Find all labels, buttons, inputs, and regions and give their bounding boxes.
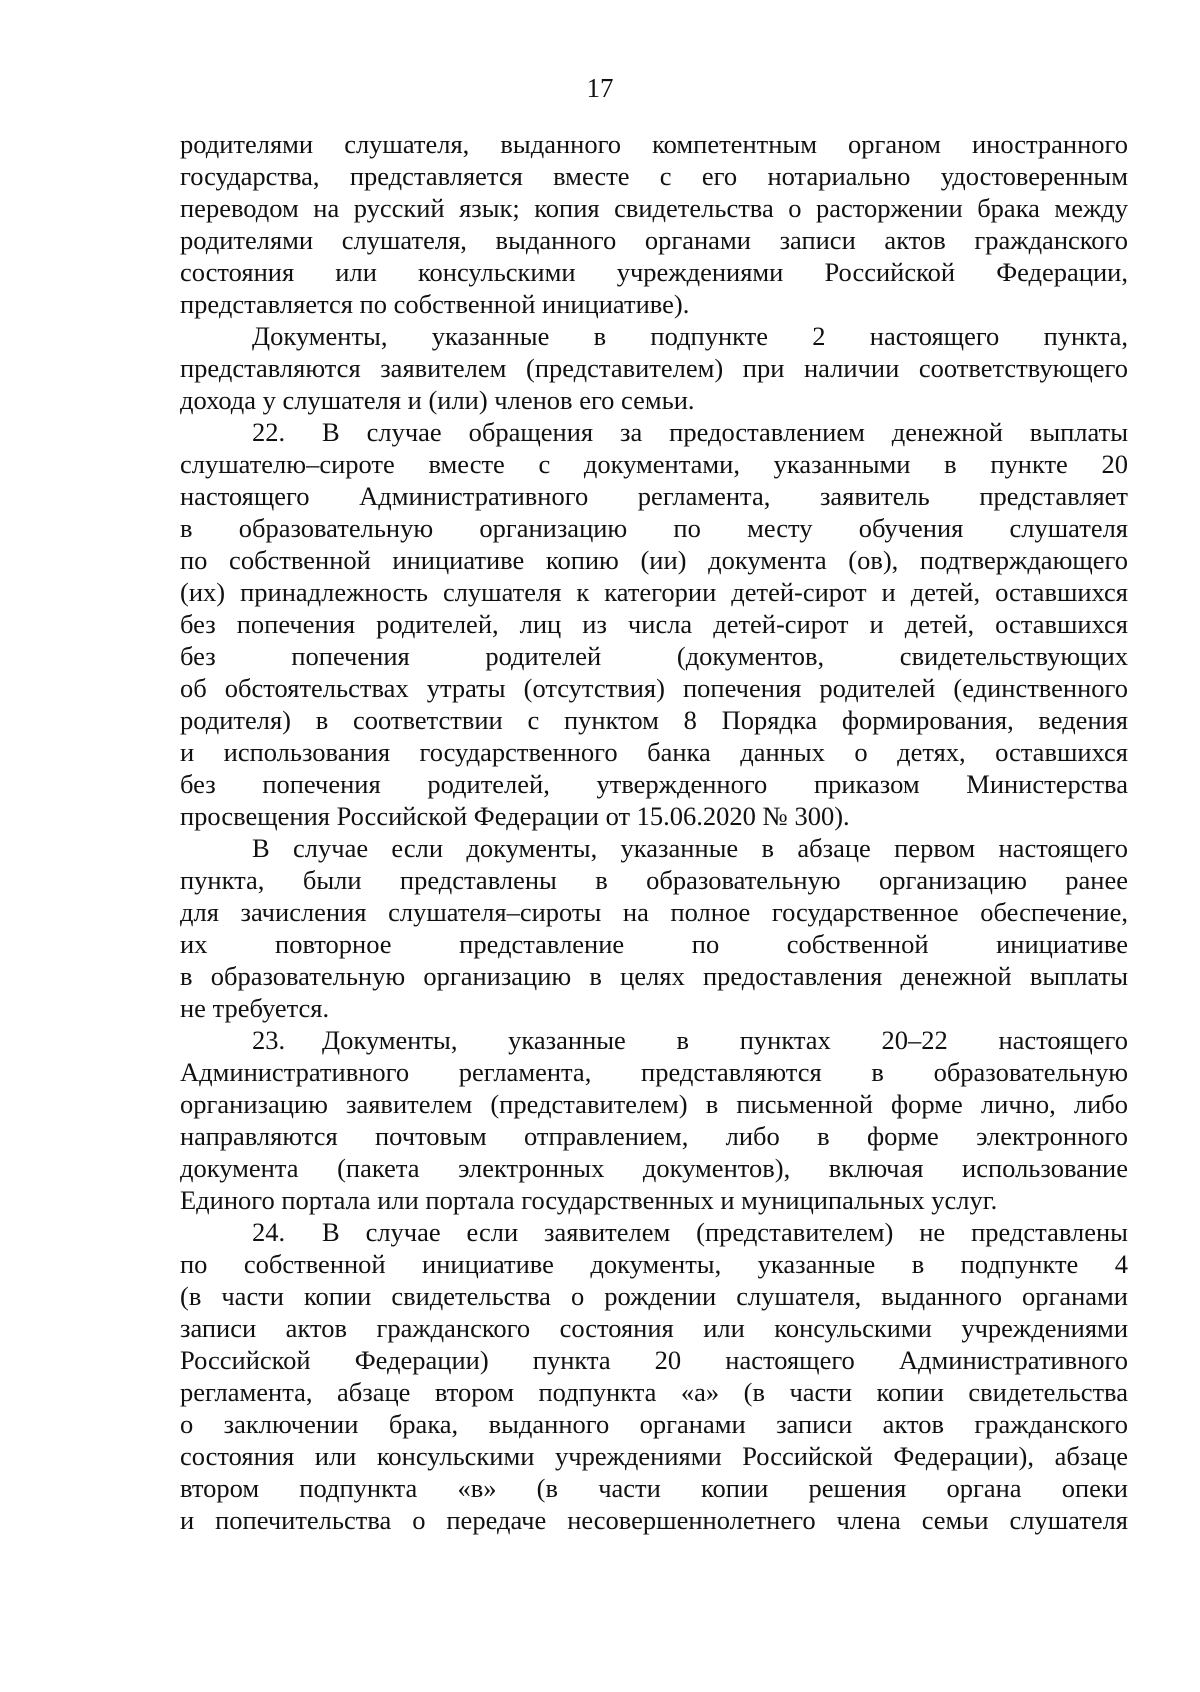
text-line: их повторное представление по собственной инициативе: [180, 929, 1128, 959]
text-line: в образовательную организацию в целях предоставления денежной выплаты: [180, 961, 1128, 991]
text-line: без попечения родителей, утвержденного приказом Министерства: [180, 769, 1128, 799]
text-line: и использования государственного банка данных о детях, оставшихся: [180, 737, 1128, 767]
text-line: представляется по собственной инициативе).: [180, 289, 690, 319]
text-line: и попечительства о передаче несовершеннолетнего члена семьи слушателя: [180, 1505, 1128, 1535]
text-line: записи актов гражданского состояния или консульскими учреждениями: [180, 1313, 1128, 1343]
text-line: о заключении брака, выданного органами записи актов гражданского: [180, 1409, 1128, 1439]
text-line: по собственной инициативе документы, указанные в подпункте 4: [180, 1249, 1128, 1279]
text-line: настоящего Административного регламента, заявитель представляет: [180, 481, 1128, 511]
text-line: по собственной инициативе копию (ии) документа (ов), подтверждающего: [180, 545, 1128, 575]
text-line: состояния или консульскими учреждениями Российской Федерации), абзаце: [180, 1441, 1128, 1471]
text-line: регламента, абзаце втором подпункта «а» (в части копии свидетельства: [180, 1377, 1128, 1407]
text-line: (в части копии свидетельства о рождении слушателя, выданного органами: [180, 1281, 1128, 1311]
text-line: документа (пакета электронных документов), включая использование: [180, 1153, 1128, 1183]
text-line: Российской Федерации) пункта 20 настоящего Административного: [180, 1345, 1128, 1375]
text-line: без попечения родителей, лиц из числа детей-сирот и детей, оставшихся: [180, 609, 1128, 639]
text-line: (их) принадлежность слушателя к категории детей-сирот и детей, оставшихся: [180, 577, 1128, 607]
text-line: родителя) в соответствии с пунктом 8 Порядка формирования, ведения: [180, 705, 1128, 735]
text-line: переводом на русский язык; копия свидетельства о расторжении брака между: [180, 193, 1128, 223]
text-line: родителями слушателя, выданного органами записи актов гражданского: [180, 225, 1128, 255]
text-line: не требуется.: [180, 993, 330, 1023]
document-body: [180, 128, 1128, 1536]
text-line: состояния или консульскими учреждениями Российской Федерации,: [180, 257, 1128, 287]
text-line: втором подпункта «в» (в части копии решения органа опеки: [180, 1473, 1128, 1503]
text-line: родителями слушателя, выданного компетентным органом иностранного: [180, 129, 1128, 159]
clause-number: 22.: [252, 417, 286, 447]
text-line: государства, представляется вместе с его нотариально удостоверенным: [180, 161, 1128, 191]
text-line: представляются заявителем (представителем) при наличии соответствующего: [180, 353, 1128, 383]
text-line: без попечения родителей (документов, свидетельствующих: [180, 641, 1128, 671]
clause-number: 23.: [252, 1025, 286, 1055]
text-line: В случае если документы, указанные в абзаце первом настоящего: [252, 833, 1128, 863]
text-line: направляются почтовым отправлением, либо в форме электронного: [180, 1121, 1128, 1151]
text-line: Единого портала или портала государственных и муниципальных услуг.: [180, 1185, 998, 1215]
text-line: об обстоятельствах утраты (отсутствия) попечения родителей (единственного: [180, 673, 1128, 703]
text-line: [180, 1024, 1128, 1056]
text-line: слушателю–сироте вместе с документами, указанными в пункте 20: [180, 449, 1128, 479]
text-line-content: В случае обращения за предоставлением денежной выплаты: [322, 417, 1128, 447]
text-line: организацию заявителем (представителем) в письменной форме лично, либо: [180, 1089, 1128, 1119]
text-line-content: В случае если заявителем (представителем) не представлены: [322, 1217, 1128, 1247]
clause-number: 24.: [252, 1217, 286, 1247]
text-line-content: Документы, указанные в пунктах 20–22 настоящего: [322, 1025, 1128, 1055]
text-line: в образовательную организацию по месту обучения слушателя: [180, 513, 1128, 543]
text-line: [180, 416, 1128, 448]
text-line: [180, 1216, 1128, 1248]
text-line: просвещения Российской Федерации от 15.06.2020 № 300).: [180, 801, 850, 831]
text-line: для зачисления слушателя–сироты на полное государственное обеспечение,: [180, 897, 1128, 927]
page-number: 17: [586, 73, 614, 103]
text-line: Административного регламента, представляются в образовательную: [180, 1057, 1128, 1087]
text-line: Документы, указанные в подпункте 2 настоящего пункта,: [252, 321, 1128, 351]
text-line: дохода у слушателя и (или) членов его семьи.: [180, 385, 695, 415]
text-line: пункта, были представлены в образовательную организацию ранее: [180, 865, 1128, 895]
